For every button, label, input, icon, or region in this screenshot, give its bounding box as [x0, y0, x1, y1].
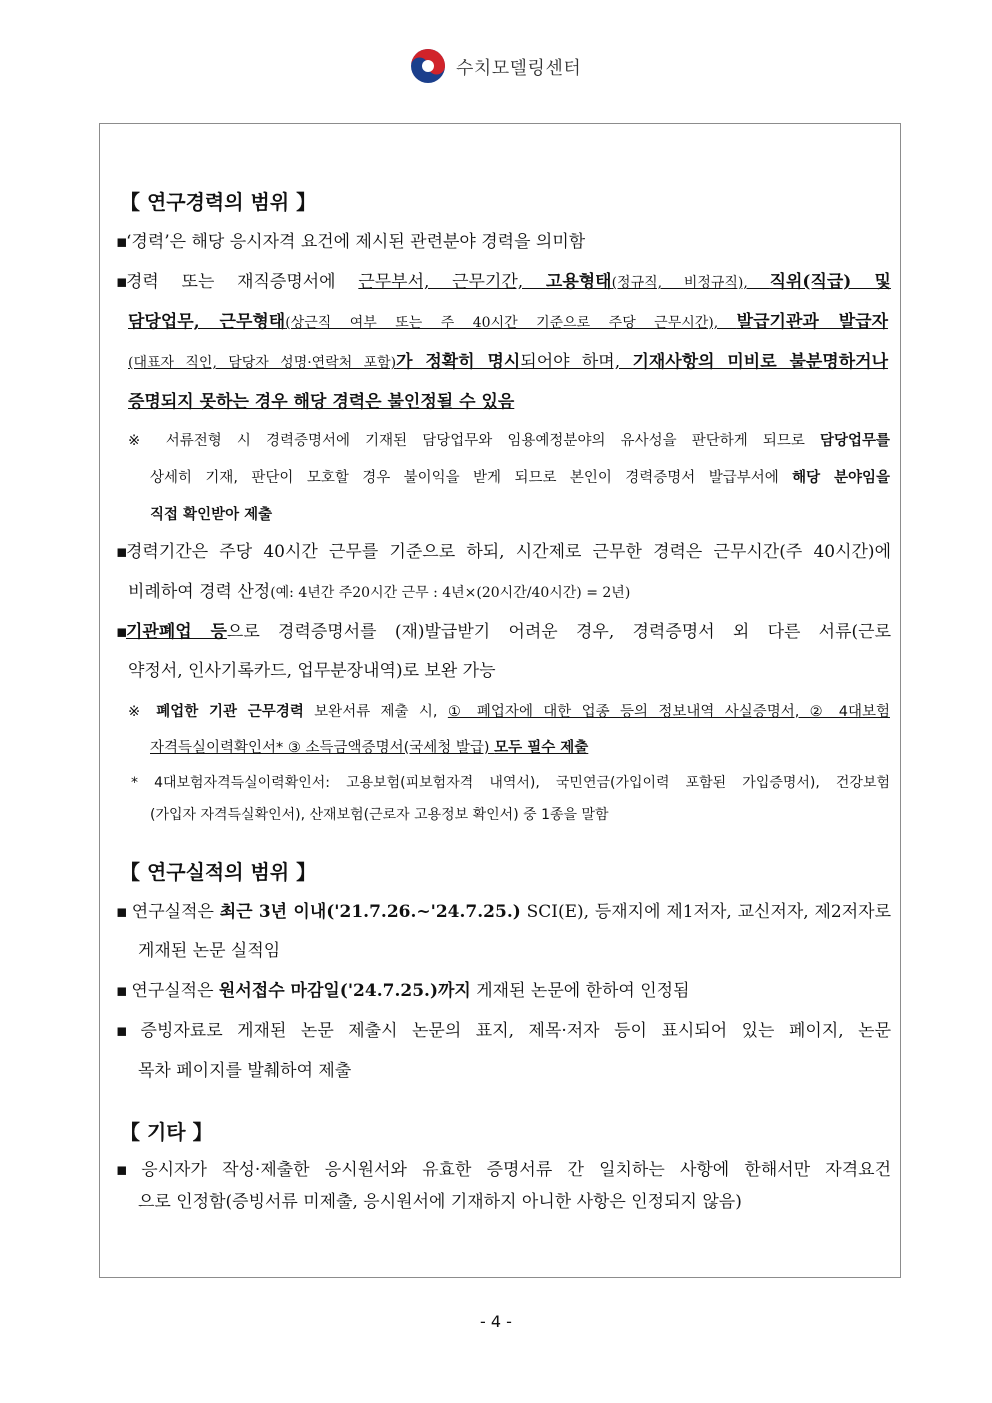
- page-header: [0, 44, 992, 94]
- career-bullet-2-line-4: 증명되지 못하는 경우 해당 경력은 불인정될 수 있음: [128, 392, 515, 412]
- bullet-icon: ▪: [116, 981, 128, 1001]
- career-bullet-2-line-1: ▪경력 또는 재직증명서에 근무부서, 근무기간, 고용형태(정규직, 비정규직), 직위(직급) 및: [116, 272, 891, 292]
- content-frame: [99, 123, 901, 1278]
- bullet-icon: ▪: [116, 902, 128, 922]
- career-bullet-4-line-1: ▪기관폐업 등으로 경력증명서를 (재)발급받기 어려운 경우, 경력증명서 외 다른 서류(근로: [116, 622, 891, 642]
- research-bullet-3-line-1: ▪ 증빙자료로 게재된 논문 제출시 논문의 표지, 제목·저자 등이 표시되어 있는 페이지, 논문: [116, 1021, 891, 1041]
- career-bullet-2-line-3: (대표자 직인, 담당자 성명·연락처 포함)가 정확히 명시되어야 하며, 기재사항의 미비로 불분명하거나: [128, 352, 888, 372]
- career-bullet-3-line-1: ▪경력기간은 주당 40시간 근무를 기준으로 하되, 시간제로 근무한 경력은 근무시간(주 40시간)에: [116, 542, 891, 562]
- career-note-1-line-2: 상세히 기재, 판단이 모호할 경우 불이익을 받게 되므로 본인이 경력증명서 발급부서에 해당 분야임을: [150, 470, 890, 486]
- etc-bullet-1-line-2: 으로 인정함(증빙서류 미제출, 응시원서에 기재하지 아니한 사항은 인정되지 않음): [138, 1192, 742, 1212]
- section-title-career: 【 연구경력의 범위 】: [120, 190, 317, 214]
- section-title-etc: 【 기타 】: [120, 1120, 213, 1144]
- research-bullet-1-line-2: 게재된 논문 실적임: [138, 941, 281, 961]
- bullet-icon: ▪: [116, 622, 128, 642]
- bullet-icon: ▪: [116, 272, 128, 292]
- etc-bullet-1-line-1: ▪ 응시자가 작성·제출한 응시원서와 유효한 증명서류 간 일치하는 사항에 한해서만 자격요건: [116, 1160, 891, 1180]
- career-note-1-line-3: 직접 확인받아 제출: [150, 507, 273, 523]
- career-note-2-line-2: 자격득실이력확인서* ③ 소득금액증명서(국세청 발급) 모두 필수 제출: [150, 740, 589, 756]
- career-bullet-4-line-2: 약정서, 인사기록카드, 업무분장내역)로 보완 가능: [128, 661, 496, 681]
- career-note-2-line-1: ※ 폐업한 기관 근무경력 보완서류 제출 시, ① 폐업자에 대한 업종 등의 정보내역 사실증명서, ② 4대보험: [128, 704, 890, 720]
- career-bullet-1: ▪‘경력’은 해당 응시자격 요건에 제시된 관련분야 경력을 의미함: [116, 232, 586, 252]
- career-bullet-3-line-2: 비례하여 경력 산정(예: 4년간 주20시간 근무 : 4년×(20시간/40시간) = 2년): [128, 582, 631, 602]
- section-title-research: 【 연구실적의 범위 】: [120, 860, 317, 884]
- page-number: - 4 -: [480, 1312, 512, 1331]
- research-bullet-3-line-2: 목차 페이지를 발췌하여 제출: [138, 1061, 352, 1081]
- taegeuk-logo-icon: [410, 48, 446, 84]
- career-bullet-2-line-2: 담당업무, 근무형태(상근직 여부 또는 주 40시간 기준으로 주당 근무시간), 발급기관과 발급자: [128, 312, 888, 332]
- bullet-icon: ▪: [116, 1160, 128, 1180]
- research-bullet-1-line-1: ▪ 연구실적은 최근 3년 이내('21.7.26.~'24.7.25.) SCI(E), 등재지에 제1저자, 교신저자, 제2저자로: [116, 902, 891, 922]
- career-footnote-line-1: * 4대보험자격득실이력확인서: 고용보험(피보험자격 내역서), 국민연금(가입이력 포함된 가입증명서), 건강보험: [131, 775, 890, 791]
- research-bullet-2: ▪ 연구실적은 원서접수 마감일('24.7.25.)까지 게재된 논문에 한하여 인정됨: [116, 981, 690, 1001]
- bullet-icon: ▪: [116, 1021, 128, 1041]
- career-footnote-line-2: (가입자 자격득실확인서), 산재보험(근로자 고용정보 확인서) 중 1종을 말함: [150, 807, 609, 823]
- bullet-icon: ▪: [116, 542, 128, 562]
- bullet-icon: ▪: [116, 232, 128, 252]
- org-name: 수치모델링센터: [456, 58, 582, 79]
- career-note-1-line-1: ※ 서류전형 시 경력증명서에 기재된 담당업무와 임용예정분야의 유사성을 판단하게 되므로 담당업무를: [128, 433, 890, 449]
